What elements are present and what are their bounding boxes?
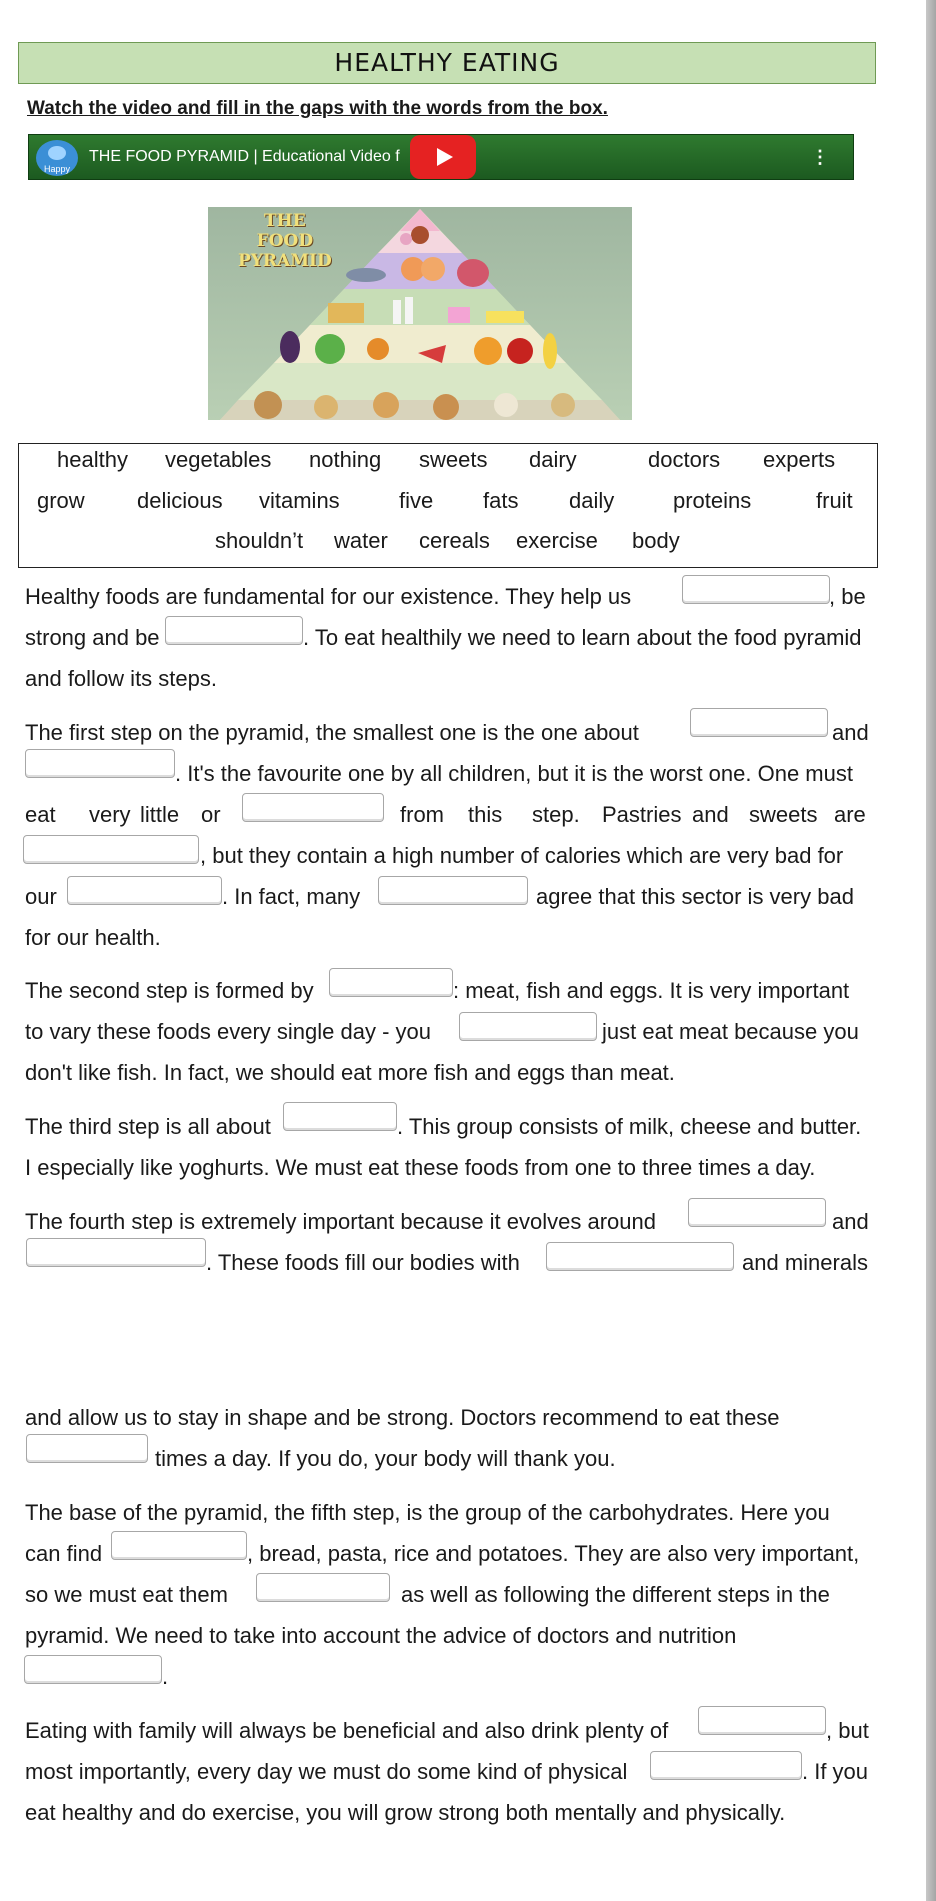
word-bank-item: body [632, 528, 680, 553]
text-line: . To eat healthily we need to learn about the food pyramid [303, 625, 862, 650]
text-line: and [832, 1209, 869, 1234]
word-bank-item: fruit [816, 488, 853, 513]
video-embed-bar[interactable] [28, 134, 854, 180]
text-line: The base of the pyramid, the fifth step, is the group of the carbohydrates. Here you [25, 1500, 830, 1525]
text-line: The first step on the pyramid, the smallest one is the one about [25, 720, 639, 745]
food-pyramid-thumbnail [208, 207, 632, 420]
text-line: Eating with family will always be beneficial and also drink plenty of [25, 1718, 669, 1743]
channel-face-icon [48, 146, 66, 160]
text-line: our [25, 884, 57, 909]
text-line: for our health. [25, 925, 161, 950]
answer-gap-5[interactable] [242, 793, 384, 822]
text-line: and [692, 802, 729, 827]
answer-gap-11[interactable] [283, 1102, 397, 1131]
word-bank-item: shouldn’t [215, 528, 304, 553]
answer-gap-17[interactable] [256, 1573, 390, 1602]
text-line: and allow us to stay in shape and be strong. Doctors recommend to eat these [25, 1405, 780, 1430]
text-line: and minerals [742, 1250, 868, 1275]
answer-gap-9[interactable] [329, 968, 453, 997]
text-line: little [140, 802, 180, 827]
word-bank-item: nothing [309, 447, 382, 472]
play-button[interactable] [410, 135, 476, 179]
word-bank-item: proteins [673, 488, 752, 513]
text-line: eat [25, 802, 56, 827]
text-line: sweets [749, 802, 818, 827]
text-line: , be [829, 584, 866, 609]
text-line: don't like fish. In fact, we should eat more fish and eggs than meat. [25, 1060, 675, 1085]
answer-gap-4[interactable] [25, 749, 175, 778]
channel-logo-icon[interactable] [36, 140, 78, 176]
answer-gap-8[interactable] [378, 876, 528, 905]
text-line: as well as following the different steps in the [401, 1582, 830, 1607]
worksheet-title: HEALTHY EATING [18, 42, 876, 84]
text-line: times a day. If you do, your body will thank you. [155, 1446, 616, 1471]
answer-gap-19[interactable] [698, 1706, 826, 1735]
text-line: strong and be [25, 625, 160, 650]
text-line: Pastries [602, 802, 682, 827]
text-line: or [201, 802, 221, 827]
answer-gap-15[interactable] [26, 1434, 148, 1463]
word-bank-item: vegetables [165, 447, 272, 472]
text-line: can find [25, 1541, 103, 1566]
text-line: , but [826, 1718, 869, 1743]
word-bank-item: fats [483, 488, 519, 513]
word-bank-item: healthy [57, 447, 128, 472]
more-options-icon[interactable]: ⋮ [811, 147, 829, 167]
text-line: I especially like yoghurts. We must eat these foods from one to three times a day. [25, 1155, 816, 1180]
text-line: The fourth step is extremely important because it evolves around [25, 1209, 656, 1234]
text-line: are [834, 802, 866, 827]
word-bank-item: doctors [648, 447, 721, 472]
text-line: and follow its steps. [25, 666, 217, 691]
word-bank-box [18, 443, 878, 568]
text-line: most importantly, every day we must do some kind of physical [25, 1759, 628, 1784]
text-line: from [400, 802, 444, 827]
word-bank-item: vitamins [259, 488, 340, 513]
text-line: The second step is formed by [25, 978, 314, 1003]
word-bank-item: experts [763, 447, 836, 472]
channel-logo-text: Happy [43, 164, 70, 174]
answer-gap-14[interactable] [546, 1242, 734, 1271]
word-bank-item: daily [569, 488, 615, 513]
text-line: to vary these foods every single day - you [25, 1019, 431, 1044]
answer-gap-1[interactable] [682, 575, 830, 604]
word-bank-item: delicious [137, 488, 223, 513]
word-bank-item: water [334, 528, 388, 553]
text-line: agree that this sector is very bad [536, 884, 854, 909]
text-line: The third step is all about [25, 1114, 271, 1139]
text-line: . It's the favourite one by all children, but it is the worst one. One must [175, 761, 853, 786]
answer-gap-7[interactable] [67, 876, 222, 905]
word-bank-item: exercise [516, 528, 598, 553]
text-line: : meat, fish and eggs. It is very important [453, 978, 850, 1003]
answer-gap-20[interactable] [650, 1751, 802, 1780]
answer-gap-6[interactable] [23, 835, 199, 864]
answer-gap-12[interactable] [688, 1198, 826, 1227]
page-edge-shadow [926, 0, 936, 1901]
text-line: . In fact, many [222, 884, 361, 909]
text-line: this [468, 802, 503, 827]
instruction-text: Watch the video and fill in the gaps with the words from the box. [27, 98, 608, 119]
pyramid-title-text: THE FOOD PYRAMID [238, 211, 332, 271]
text-line: step. [532, 802, 580, 827]
text-line: . These foods fill our bodies with [206, 1250, 520, 1275]
text-line: , bread, pasta, rice and potatoes. They are also very important, [247, 1541, 860, 1566]
text-line: just eat meat because you [602, 1019, 859, 1044]
text-line: . [162, 1664, 169, 1689]
text-line: and [832, 720, 869, 745]
text-line: very [89, 802, 131, 827]
answer-gap-10[interactable] [459, 1012, 597, 1041]
word-bank-item: five [399, 488, 434, 513]
text-line: eat healthy and do exercise, you will grow strong both mentally and physically. [25, 1800, 786, 1825]
word-bank-item: sweets [419, 447, 488, 472]
text-line: so we must eat them [25, 1582, 228, 1607]
word-bank-item: grow [37, 488, 85, 513]
answer-gap-3[interactable] [690, 708, 828, 737]
answer-gap-13[interactable] [26, 1238, 206, 1267]
answer-gap-18[interactable] [24, 1655, 162, 1684]
word-bank-item: cereals [419, 528, 490, 553]
text-line: , but they contain a high number of calories which are very bad for [200, 843, 844, 868]
word-bank-item: dairy [529, 447, 577, 472]
text-line: . If you [802, 1759, 869, 1784]
video-title[interactable]: THE FOOD PYRAMID | Educational Video f [89, 148, 400, 165]
text-line: pyramid. We need to take into account the advice of doctors and nutrition [25, 1623, 737, 1648]
answer-gap-2[interactable] [165, 616, 303, 645]
text-line: Healthy foods are fundamental for our existence. They help us [25, 584, 632, 609]
answer-gap-16[interactable] [111, 1531, 247, 1560]
text-line: . This group consists of milk, cheese and butter. [397, 1114, 862, 1139]
